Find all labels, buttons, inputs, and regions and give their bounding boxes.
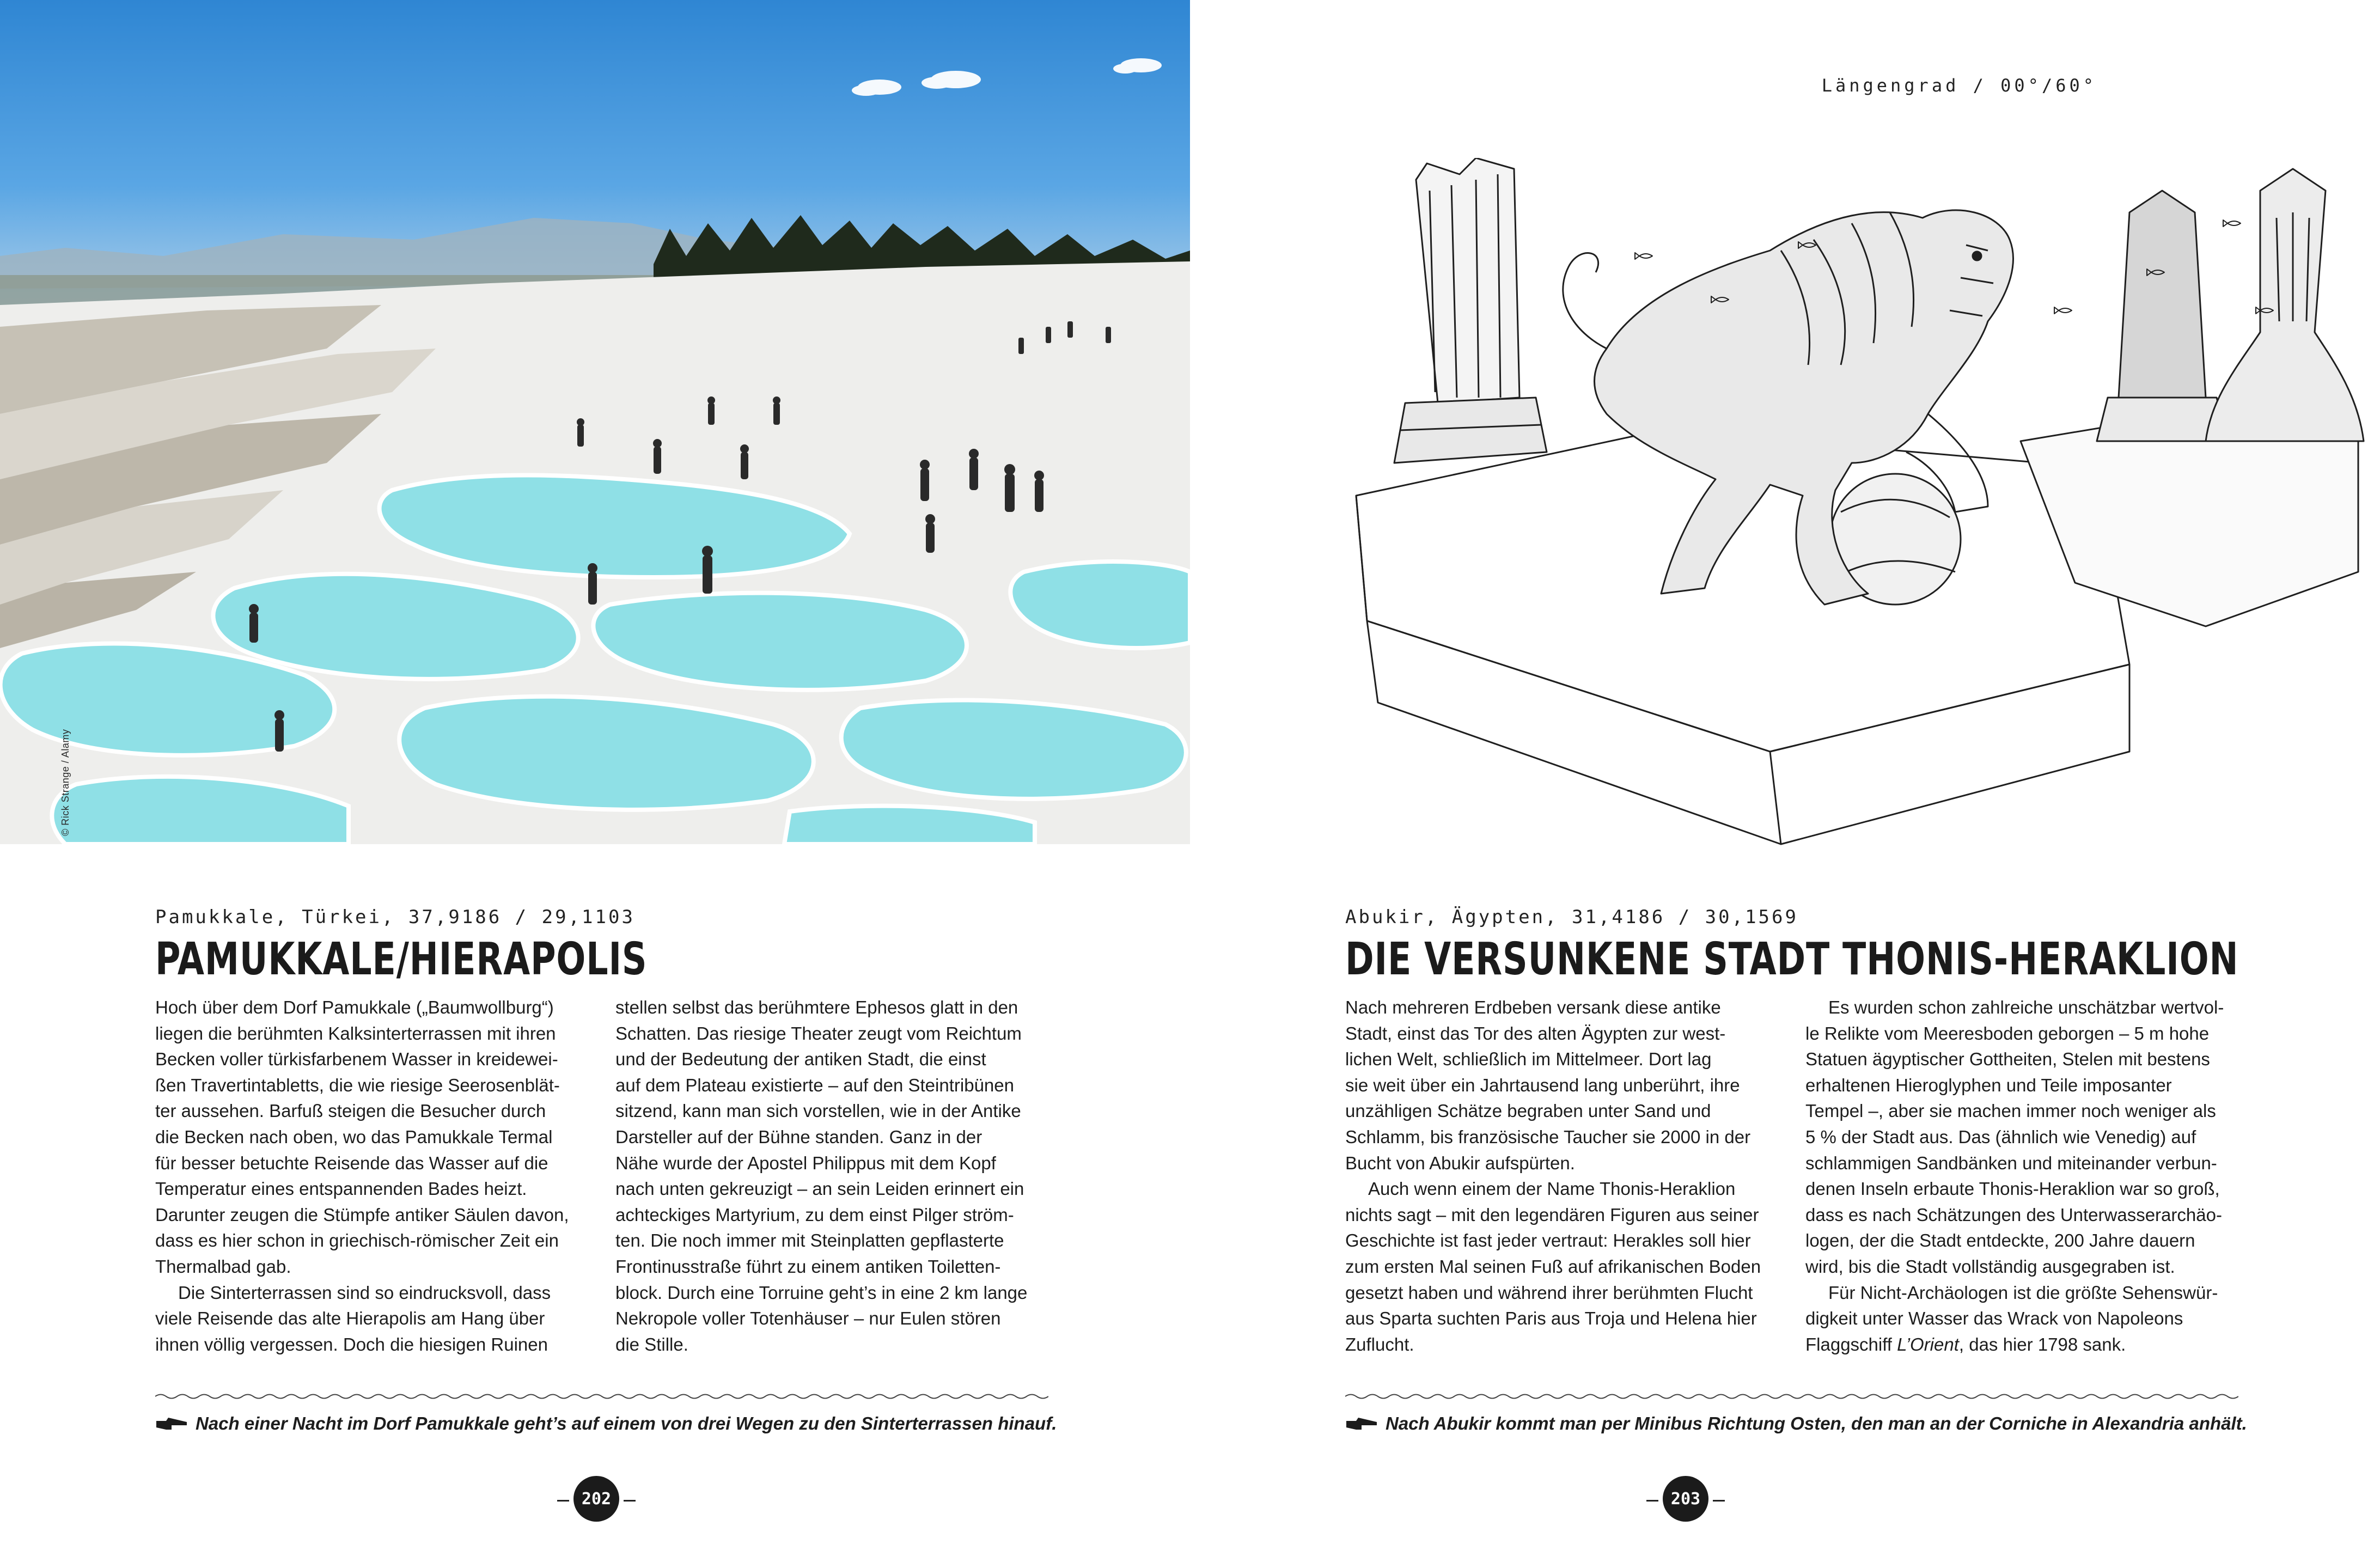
text-line: Darunter zeugen die Stümpfe antiker Säulen davon,: [155, 1204, 569, 1225]
text-line: wird, bis die Stadt vollständig ausgegraben ist.: [1805, 1256, 2175, 1277]
location-line: Pamukkale, Türkei, 37,9186 / 29,1103: [155, 906, 635, 928]
text-line: 5 % der Stadt aus. Das (ähnlich wie Venedig) auf: [1805, 1126, 2196, 1147]
text-line: aus Sparta suchten Paris aus Troja und Helena hier: [1345, 1308, 1757, 1329]
text-line: Tempel –, aber sie machen immer noch weniger als: [1805, 1101, 2216, 1121]
wavy-divider: [1345, 1392, 2238, 1401]
body-text: [155, 994, 1048, 1387]
page-number-value: 203: [1663, 1476, 1708, 1522]
text-line: Statuen ägyptischer Gottheiten, Stelen mit bestens: [1805, 1049, 2210, 1070]
thonis-article: [1345, 904, 2238, 1387]
pointing-hand-icon: [155, 1415, 189, 1432]
text-line: Temperatur eines entspannenden Bades heizt.: [155, 1179, 527, 1199]
text-line: ten. Die noch immer mit Steinplatten gepflasterte: [615, 1230, 1004, 1251]
text-line: auf dem Plateau existierte – auf den Steintribünen: [615, 1075, 1014, 1095]
running-head: Längengrad / 00°/60°: [1821, 75, 2097, 96]
text-line: Es wurden schon zahlreiche unschätzbar wertvol-: [1828, 997, 2224, 1017]
ship-name: L’Orient: [1897, 1334, 1959, 1354]
text-line: Schatten. Das riesige Theater zeugt vom Reichtum: [615, 1023, 1022, 1043]
text-line: Becken voller türkisfarbenem Wasser in kreidewei-: [155, 1049, 558, 1070]
text-line: Für Nicht-Archäologen ist die größte Sehenswür-: [1828, 1282, 2218, 1303]
text-line: schlammigen Sandbänken und miteinander verbun-: [1805, 1152, 2217, 1173]
text-line: denen Inseln erbaute Thonis-Heraklion war so groß,: [1805, 1179, 2220, 1199]
text-line: liegen die berühmten Kalksinterterrassen mit ihren: [155, 1023, 556, 1043]
text-line: Zuflucht.: [1345, 1334, 1414, 1354]
text-line: Nekropole voller Totenhäuser – nur Eulen stören: [615, 1308, 1001, 1329]
travel-tip: [1345, 1411, 2271, 1437]
text-line: nach unten gekreuzigt – an sein Leiden erinnert ein: [615, 1179, 1024, 1199]
text-column-2: [615, 994, 1046, 1357]
text-line: digkeit unter Wasser das Wrack von Napoleons: [1805, 1308, 2183, 1329]
pamukkale-photo: [0, 0, 1190, 844]
text-line: die Stille.: [615, 1334, 688, 1354]
text-line: block. Durch eine Torruine geht’s in eine 2 km lange: [615, 1282, 1028, 1303]
text-line: ihnen völlig vergessen. Doch die hiesigen Ruinen: [155, 1334, 548, 1354]
text-line: erhaltenen Hieroglyphen und Teile imposanter: [1805, 1075, 2172, 1095]
pointing-hand-icon: [1345, 1415, 1379, 1432]
travel-tip: [155, 1411, 1081, 1437]
text-line: dass es hier schon in griechisch-römischer Zeit ein: [155, 1230, 559, 1251]
text-column-2: [1805, 994, 2236, 1357]
text-line: Die Sinterterrassen sind so eindrucksvoll, dass: [178, 1282, 551, 1303]
article-title: DIE VERSUNKENE STADT THONIS-HERAKLION: [1345, 933, 2239, 985]
location-line: Abukir, Ägypten, 31,4186 / 30,1569: [1345, 906, 1798, 928]
text-line: Nähe wurde der Apostel Philippus mit dem Kopf: [615, 1152, 996, 1173]
pamukkale-article: [155, 904, 1048, 1387]
text-line: sie weit über ein Jahrtausend lang unberührt, ihre: [1345, 1075, 1740, 1095]
text-line-last: [1805, 1332, 2236, 1358]
text-line: stellen selbst das berühmtere Ephesos glatt in den: [615, 997, 1018, 1017]
text-line: die Becken nach oben, wo das Pamukkale Termal: [155, 1126, 553, 1147]
text-line: für besser betuchte Reisende das Wasser auf die: [155, 1152, 548, 1173]
tip-text: Nach Abukir kommt man per Minibus Richtung Osten, den man an der Corniche in Alexandria anhält.: [1386, 1413, 2247, 1433]
text-line: logen, der die Stadt entdeckte, 200 Jahre dauern: [1805, 1230, 2195, 1251]
text-line: Bucht von Abukir aufspürten.: [1345, 1152, 1575, 1173]
photo-credit: © Rick Strange / Alamy: [60, 729, 71, 836]
article-title: PAMUKKALE/HIERAPOLIS: [155, 933, 648, 985]
text-line: ßen Travertintabletts, die wie riesige Seerosenblät-: [155, 1075, 560, 1095]
text-line: Geschichte ist fast jeder vertraut: Herakles soll hier: [1345, 1230, 1751, 1251]
pamukkale-photo-drawing: [0, 0, 1190, 844]
text-line: Frontinusstraße führt zu einem antiken Toiletten-: [615, 1256, 1001, 1277]
text-line: viele Reisende das alte Hierapolis am Hang über: [155, 1308, 545, 1329]
tip-text: Nach einer Nacht im Dorf Pamukkale geht’s auf einem von drei Wegen zu den Sinterterrassen hinauf.: [196, 1413, 1057, 1433]
text-line: gesetzt haben und während ihrer berühmten Flucht: [1345, 1282, 1753, 1303]
text-run: , das hier 1798 sank.: [1958, 1334, 2126, 1354]
text-line: Stadt, einst das Tor des alten Ägypten zur west-: [1345, 1023, 1726, 1043]
text-line: dass es nach Schätzungen des Unterwasserarchäo-: [1805, 1204, 2222, 1225]
page-number-value: 202: [573, 1476, 619, 1522]
text-line: Hoch über dem Dorf Pamukkale („Baumwollburg“): [155, 997, 554, 1017]
wavy-divider: [155, 1392, 1048, 1401]
page-number: [547, 1476, 645, 1525]
text-column-1: [1345, 994, 1775, 1357]
text-line: Schlamm, bis französische Taucher sie 2000 in der: [1345, 1126, 1751, 1147]
lion-ruins-illustration: [1334, 158, 2369, 866]
text-line: lichen Welt, schließlich im Mittelmeer. Dort lag: [1345, 1049, 1712, 1070]
text-run: Flaggschiff: [1805, 1334, 1897, 1354]
text-line: Nach mehreren Erdbeben versank diese antike: [1345, 997, 1721, 1017]
text-line: sitzend, kann man sich vorstellen, wie in der Antike: [615, 1101, 1021, 1121]
text-line: und der Bedeutung der antiken Stadt, die einst: [615, 1049, 986, 1070]
text-line: Darsteller auf der Bühne standen. Ganz in der: [615, 1126, 982, 1147]
text-line: ter aussehen. Barfuß steigen die Besucher durch: [155, 1101, 546, 1121]
text-line: nichts sagt – mit den legendären Figuren aus seiner: [1345, 1204, 1759, 1225]
body-text: [1345, 994, 2238, 1387]
text-line: achteckiges Martyrium, zu dem einst Pilger ström-: [615, 1204, 1014, 1225]
text-line: zum ersten Mal seinen Fuß auf afrikanischen Boden: [1345, 1256, 1761, 1277]
text-line: Auch wenn einem der Name Thonis-Heraklion: [1368, 1179, 1736, 1199]
text-column-1: [155, 994, 585, 1357]
page-number: [1637, 1476, 1735, 1525]
text-line: Thermalbad gab.: [155, 1256, 291, 1277]
text-line: unzähligen Schätze begraben unter Sand und: [1345, 1101, 1711, 1121]
right-page: [1190, 0, 2380, 1544]
text-line: le Relikte vom Meeresboden geborgen – 5 m hohe: [1805, 1023, 2210, 1043]
